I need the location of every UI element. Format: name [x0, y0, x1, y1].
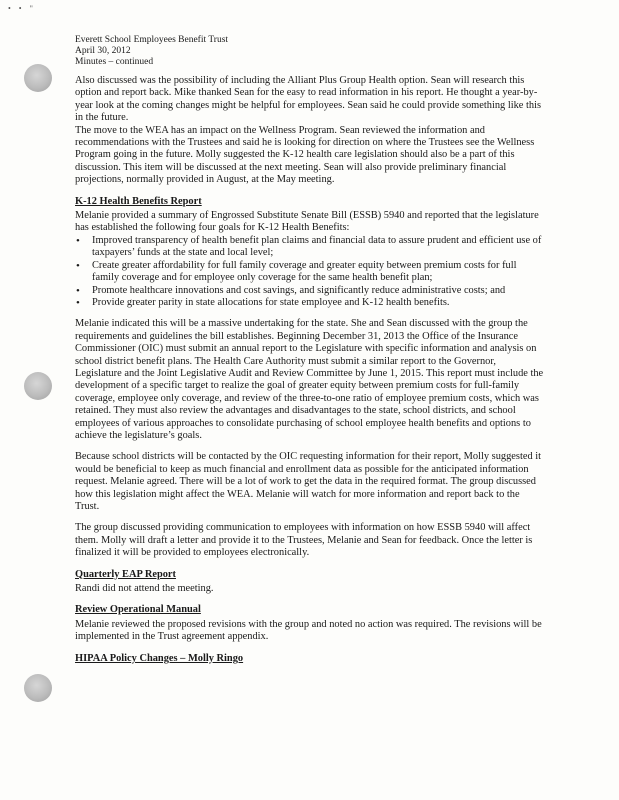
paragraph-k12-oic: Because school districts will be contacted by the OIC requesting information for their report, Molly suggested it would be beneficial to keep as much financial and enrollment data as possible for the anticipated information request. Melanie agreed. There will be a lot of work to get the data in the required format. The group discussed how this legislation might affect the WEA. Melanie will watch for more information and report back to the Trust.: [75, 451, 542, 512]
punch-hole-bottom: [24, 674, 52, 702]
list-item: • Provide greater parity in state allocations for state employee and K-12 health benefits.: [75, 297, 545, 309]
heading-operational-manual: Review Operational Manual: [75, 604, 201, 616]
paragraph-k12-intro: Melanie provided a summary of Engrossed Substitute Senate Bill (ESSB) 5940 and reported that the legislature has established the following four goals for K-12 Health Benefits:: [75, 210, 539, 234]
header-org: Everett School Employees Benefit Trust: [75, 35, 229, 45]
header-date: April 30, 2012: [75, 46, 131, 56]
scan-edge-mark: • • ": [8, 4, 36, 13]
heading-eap: Quarterly EAP Report: [75, 568, 176, 580]
paragraph-k12-communication: The group discussed providing communication to employees with information on how ESSB 5940 will affect them. Molly will draft a letter and provide it to the Trustees, Melanie and Sean for feedback. Once the letter is finalized it will be provided to employees electronically.: [75, 522, 533, 559]
list-item: • Improved transparency of health benefit plan claims and financial data to assure prudent and efficient use of taxpayers’ funds at the state and local level;: [75, 235, 545, 260]
minutes-body: [75, 75, 545, 667]
list-item: • Promote healthcare innovations and cost savings, and significantly reduce administrative costs; and: [75, 285, 545, 297]
heading-k12: K-12 Health Benefits Report: [75, 195, 202, 207]
paragraph-eap: Randi did not attend the meeting.: [75, 583, 214, 595]
header-continued: Minutes – continued: [75, 57, 154, 67]
punch-hole-middle: [24, 372, 52, 400]
paragraph-operational-manual: Melanie reviewed the proposed revisions with the group and noted no action was required. The revisions will be implemented in the Trust agreement appendix.: [75, 618, 542, 643]
paragraph-alliant: Also discussed was the possibility of including the Alliant Plus Group Health option. Sean will research this option and report back. Mike thanked Sean for the easy to read information in his report. He thought a year-by-year look at the coming changes might be helpful for employees. Sean said he could provide something like this in the future.: [75, 75, 542, 124]
paragraph-wellness: The move to the WEA has an impact on the Wellness Program. Sean reviewed the information and recommendations with the Trustees and said he is looking for direction on where the Trustees see the Wellness Program going in the future. Molly suggested the K-12 health care legislation should also be a part of this discussion. This item will be discussed at the next meeting. Sean will also provide preliminary financial projections, normally provided in August, at the May meeting.: [75, 124, 535, 186]
heading-hipaa: HIPAA Policy Changes – Molly Ringo: [75, 652, 244, 664]
k12-goals-list: [75, 235, 545, 309]
page-header: [75, 35, 228, 68]
list-item: • Create greater affordability for full family coverage and greater equity between premium costs for full family coverage and for employee only coverage for the same health benefit plan;: [75, 260, 545, 285]
punch-hole-top: [24, 64, 52, 92]
paragraph-k12-undertaking: Melanie indicated this will be a massive undertaking for the state. She and Sean discussed with the group the requirements and guidelines the bill establishes. Beginning December 31, 2013 the Office of the Insurance Commissioner (OIC) must submit an annual report to the Legislature with specific information and analysis on school district benefit plans. The Health Care Authority must submit a similar report to the Governor, Legislature and the Joint Legislative Audit and Review Committee by June 1, 2015. This report must include the development of a specific target to realize the goal of greater equity between premium costs for full-family coverage, employee only coverage, and review of the three-to-one ratio of employee premium costs, which was retained. They must also review the advantages and disadvantages to the state, school districts, and school employees of various approaches to consolidate purchasing of school employee health benefits and options to achieve the legislature’s goals.: [75, 318, 544, 441]
